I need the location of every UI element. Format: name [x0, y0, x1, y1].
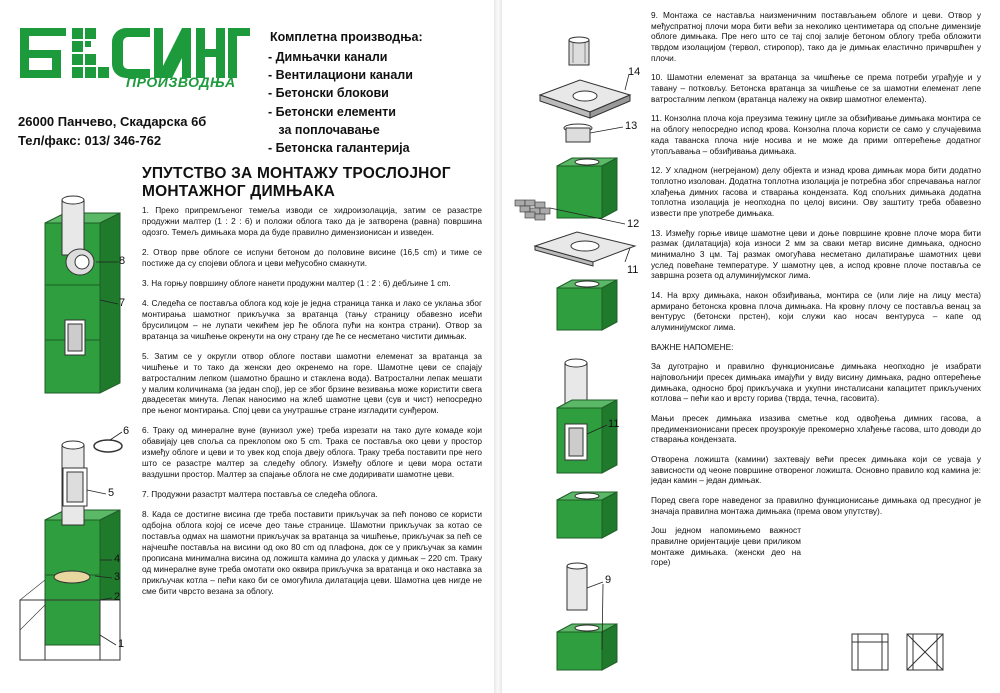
- label-13: 13: [625, 120, 638, 132]
- label-4: 4: [114, 553, 121, 565]
- instruction-step: 2. Отвор прве облоге се испуни бетоном до половине висине (16,5 cm) и тиме се постиже да су спојеви облога и цеви међусобно смакнути.: [142, 246, 482, 268]
- final-note: Још једном напомињемо важност правилне оријентације цеви приликом монтаже димњака. (женски део на горе): [651, 525, 801, 568]
- logo-subtitle: ПРОИЗВОДЊА: [126, 74, 236, 90]
- label-12: 12: [627, 218, 640, 230]
- note-paragraph: Мањи пресек димњака изазива сметње код одвођења димних гасова, а предимензионисани пресек проузрокује прекомерно хлађење гасова, што доводи до стварања кондензата.: [651, 412, 981, 445]
- product-item: за поплочавање: [268, 122, 380, 137]
- instruction-step: 10. Шамотни елеменат за вратанца за чишћење се према потреби уграђује и у тавану – потковљу. Бетонска вратанца за чишћење се за шамотни елеменат лепе ватросталним лепком (вратанца належу на оквир шамотног елемента).: [651, 72, 981, 104]
- instruction-step: 14. На врху димњака, након обзиђивања, монтира се (или лије на лицу места) армирано бетонска кровна плоча димњака. На кровну плочу се поставља венац за вентурус (бетонски прстен), који служи као носач вентуруса – капе од алуминијумског лима.: [651, 289, 981, 333]
- company-phone: Тел/факс: 013/ 346-762: [18, 133, 162, 148]
- orientation-wrong-icon: [905, 632, 945, 672]
- label-9: 9: [605, 574, 612, 586]
- title-line: УПУТСТВО ЗА МОНТАЖУ ТРОСЛОЈНОГ: [142, 165, 451, 182]
- instruction-step: 4. Следећа се поставља облога код које је једна страница танка и лако се уклања због монтирања шамотног прикључка за вратанца (тању страницу обавезно исећи брусилицом – не лупати чекићем јер ће облога пући на контра страни). Отвор за вратанца за чишћење окренути на ону страну где ће се несметано чистити димњак.: [142, 298, 482, 341]
- label-11-bottom: 11: [608, 418, 620, 430]
- instruction-step: 7. Продужни разастрт малтера поставља се следећа облога.: [142, 489, 378, 500]
- note-paragraph: Поред свега горе наведеног за правилно функционисање димњака од пресудног је значаја правилна монтажа димњака (према овом упутству).: [651, 494, 981, 516]
- label-3: 3: [114, 571, 121, 583]
- label-11-top: 11: [627, 264, 639, 276]
- product-item: - Бетонска галантерија: [268, 141, 410, 156]
- label-2: 2: [114, 591, 121, 603]
- product-item: - Вентилациони канали: [268, 68, 413, 83]
- instruction-step: 9. Монтажа се наставља наизменичним постављањем облоге и цеви. Отвор у међуспратној плочи мора бити већи за неколико центиметара од спољне димензије облоге димњака. Пре него што се тај спој залије бетоном облогу треба обложити тврдом изолацијом (тервол, стиропор), тако да је димњак еластично причвршћен у плочи.: [651, 10, 981, 63]
- note-paragraph: За дуготрајно и правилно функционисање димњака неопходно је изабрати најповољнији пресек димњака имајући у виду висину димњака, радно оптерећење димњака, односно број прикључака и укупни инсталисани капацитет прикључених котлова – пећи као и врсту горива (тврда, течна, гасовита).: [651, 361, 981, 404]
- instruction-step: 11. Конзолна плоча која преузима тежину цигле за обзиђивање димњака монтира се на облогу непосредно испод крова. Конзолна плоча користи се само у случајевима када таванска плоча није носива и не може да прими оптерећење додатног утопљавања – обзиђивања димњака.: [651, 113, 981, 156]
- upper-chimney-assembly: [45, 196, 120, 393]
- instruction-step: 13. Између горње ивице шамотне цеви и доње површине кровне плоче мора бити размак (дилатација) која износи 2 мм за сваки метар висине димњака, односно минимално 3 цм. Тај размак омогућава несметано дилатирање шамотних цеви услед повећане температуре. У шамотну цев, а испод кровне плоче поставља се завршна розета од алуминијумског лима.: [651, 227, 981, 281]
- right-chimney-diagram: [505, 0, 655, 693]
- label-6: 6: [123, 425, 130, 437]
- notes-title: ВАЖНЕ НАПОМЕНЕ:: [651, 341, 734, 352]
- page-title: [142, 165, 451, 201]
- instruction-step: 5. Затим се у округли отвор облоге постави шамотни елеменат за вратанца за чишћење и то тако да женски део окренемо на горе. Шамотне цеви се спајају ватросталним лепком (шамотно брашно и стаклена вода). Ватростални лепак мешати у малим количинама (за један спој), јер се због брзине везивања може користити свега двадесетак минута. Лепак наносимо на жлеб шамотне цеви (сув и чист) непосредно пре њеног монтирања. Спој цеви са унутрашње стране изгладити сунђером.: [142, 350, 482, 416]
- label-1: 1: [118, 638, 125, 650]
- orientation-correct-icon: [850, 632, 890, 672]
- lower-chimney-assembly: [20, 440, 125, 660]
- products-list: [268, 48, 413, 157]
- instruction-step: 8. Када се достигне висина где треба поставити прикључак за пећ поново се користи одбојна облога којој се исече део тање странице. Шамотни прикључак за котао се поставља одмах на шамотни прикључак за вратанца за чишћење, прикључак за пећ се најчешће поставља на висини од око 80 cm од плафона, док се у прикључак за камин прописана минимална висина од ложишта камина до уласка у димњак – 220 cm. Траку од минералне вуне треба омотати око оквира прикључка за вратанца и око наставка за прикључак котла – пећи како би се омогућила дилатација цеви. Шамотна цев нигде не сме бити чврсто везана за облогу.: [142, 509, 482, 596]
- left-chimney-diagram: [0, 0, 140, 693]
- label-14: 14: [628, 66, 641, 78]
- products-title: Комплетна производња:: [270, 30, 423, 44]
- product-item: - Димњачки канали: [268, 50, 388, 64]
- product-item: - Бетонски елементи: [268, 104, 396, 119]
- note-paragraph: Отворена ложишта (камини) захтевају већи пресек димњака који се усваја у зависности од чеоне површине отвореног ложишта. Основно правило код камина је: један камин – један димњак.: [651, 453, 981, 486]
- page-fold: [494, 0, 502, 693]
- label-5: 5: [108, 487, 115, 499]
- instruction-step: 6. Траку од минералне вуне (вунизол уже) треба изрезати на тако дуге комаде који обавијају цев споља са преклопом око 5 cm. Трака се поставља око цеви у простор између облоге и цеви и то увек код споја двеју облога. Траку треба поставити пре него што се разастре малтер за следећу облогу. Између облоге и цеви мора остати ваздушни простор. Малтер за спајање облога не сме додиривати шамотне цеви.: [142, 425, 482, 480]
- product-item: - Бетонски блокови: [268, 86, 389, 101]
- company-address: 26000 Панчево, Скадарска 6б: [18, 114, 207, 129]
- instruction-step: 3. На горњу површину облоге нанети продужни малтер (1 : 2 : 6) дебљине 1 cm.: [142, 277, 451, 288]
- label-8: 8: [119, 255, 126, 267]
- instruction-step: 1. Преко припремљеног темеља изводи се хидроизолација, затим се разастре продужни малтер (1 : 2 : 6) и положи облога тако да је затворена (равна) површина одозго. Темељ димњака мора да буде правилно димензионисан и изведен.: [142, 205, 482, 237]
- label-7: 7: [119, 297, 126, 309]
- right-instructions: [651, 10, 981, 577]
- title-line: МОНТАЖНОГ ДИМЊАКА: [142, 183, 336, 200]
- left-instructions: [142, 205, 482, 606]
- instruction-step: 12. У хладном (негрејаном) делу објекта и изнад крова димњак мора бити додатно топлотно изолован. Додатна топлотна изолација је потребна због спречавања наглог хлађења димних гасова и стварања кондензата. Код спољних димњака додатна топлотна изолација је неопходна по целој висини. Ову заштиту треба обавезно извести пре употребе димњака.: [651, 165, 981, 218]
- venturi-cap: [569, 37, 589, 65]
